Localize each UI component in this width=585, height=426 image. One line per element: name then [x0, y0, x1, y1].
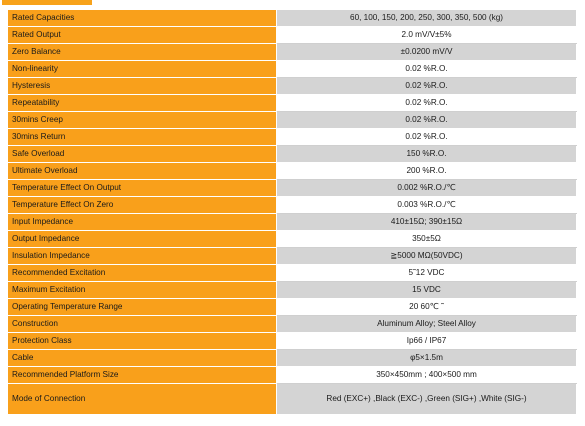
spec-label: Input Impedance	[8, 214, 277, 231]
spec-label: Rated Output	[8, 27, 277, 44]
spec-value: 350±5Ω	[277, 231, 577, 248]
spec-value: φ5×1.5m	[277, 350, 577, 367]
table-row	[8, 214, 577, 231]
spec-value: 5˜12 VDC	[277, 265, 577, 282]
table-row	[8, 350, 577, 367]
table-row	[8, 129, 577, 146]
spec-label: Output Impedance	[8, 231, 277, 248]
table-row	[8, 299, 577, 316]
spec-value: 0.003 %R.O./℃	[277, 197, 577, 214]
spec-label: Mode of Connection	[8, 384, 277, 415]
table-row	[8, 197, 577, 214]
spec-label: 30mins Creep	[8, 112, 277, 129]
spec-value: 0.02 %R.O.	[277, 78, 577, 95]
spec-label: Repeatability	[8, 95, 277, 112]
section-header-tab	[2, 0, 92, 5]
table-row	[8, 112, 577, 129]
spec-value: 0.02 %R.O.	[277, 129, 577, 146]
spec-label: Rated Capacities	[8, 10, 277, 27]
spec-value: 60, 100, 150, 200, 250, 300, 350, 500 (kg)	[277, 10, 577, 27]
spec-value: ±0.0200 mV/V	[277, 44, 577, 61]
spec-label: Protection Class	[8, 333, 277, 350]
spec-label: Temperature Effect On Output	[8, 180, 277, 197]
table-row	[8, 282, 577, 299]
table-row	[8, 316, 577, 333]
spec-label: Safe Overload	[8, 146, 277, 163]
table-row	[8, 78, 577, 95]
spec-label: Insulation Impedance	[8, 248, 277, 265]
spec-value: 2.0 mV/V±5%	[277, 27, 577, 44]
table-row	[8, 384, 577, 415]
spec-label: 30mins Return	[8, 129, 277, 146]
spec-value: Aluminum Alloy; Steel Alloy	[277, 316, 577, 333]
spec-value: 0.02 %R.O.	[277, 95, 577, 112]
spec-value: 410±15Ω; 390±15Ω	[277, 214, 577, 231]
table-row	[8, 231, 577, 248]
spec-value: ≧5000 MΩ(50VDC)	[277, 248, 577, 265]
spec-label: Non-linearity	[8, 61, 277, 78]
spec-value: 200 %R.O.	[277, 163, 577, 180]
table-row	[8, 180, 577, 197]
spec-value: 15 VDC	[277, 282, 577, 299]
table-row	[8, 265, 577, 282]
table-row	[8, 27, 577, 44]
spec-label: Temperature Effect On Zero	[8, 197, 277, 214]
table-row	[8, 163, 577, 180]
spec-value: 0.02 %R.O.	[277, 112, 577, 129]
spec-value: 20 60℃ ˜	[277, 299, 577, 316]
table-row	[8, 248, 577, 265]
table-row	[8, 44, 577, 61]
spec-value: 350×450mm ; 400×500 mm	[277, 367, 577, 384]
specifications-table	[7, 9, 577, 415]
table-row	[8, 146, 577, 163]
spec-value: Ip66 / IP67	[277, 333, 577, 350]
spec-value: 0.002 %R.O./℃	[277, 180, 577, 197]
spec-label: Maximum Excitation	[8, 282, 277, 299]
spec-label: Cable	[8, 350, 277, 367]
spec-label: Operating Temperature Range	[8, 299, 277, 316]
spec-label: Recommended Excitation	[8, 265, 277, 282]
table-row	[8, 61, 577, 78]
spec-value: 150 %R.O.	[277, 146, 577, 163]
spec-label: Recommended Platform Size	[8, 367, 277, 384]
spec-value: 0.02 %R.O.	[277, 61, 577, 78]
table-row	[8, 367, 577, 384]
spec-label: Zero Balance	[8, 44, 277, 61]
spec-label: Construction	[8, 316, 277, 333]
spec-label: Hysteresis	[8, 78, 277, 95]
spec-label: Ultimate Overload	[8, 163, 277, 180]
table-row	[8, 333, 577, 350]
table-row	[8, 95, 577, 112]
table-row	[8, 10, 577, 27]
spec-value: Red (EXC+) ,Black (EXC-) ,Green (SIG+) ,White (SIG-)	[277, 384, 577, 415]
